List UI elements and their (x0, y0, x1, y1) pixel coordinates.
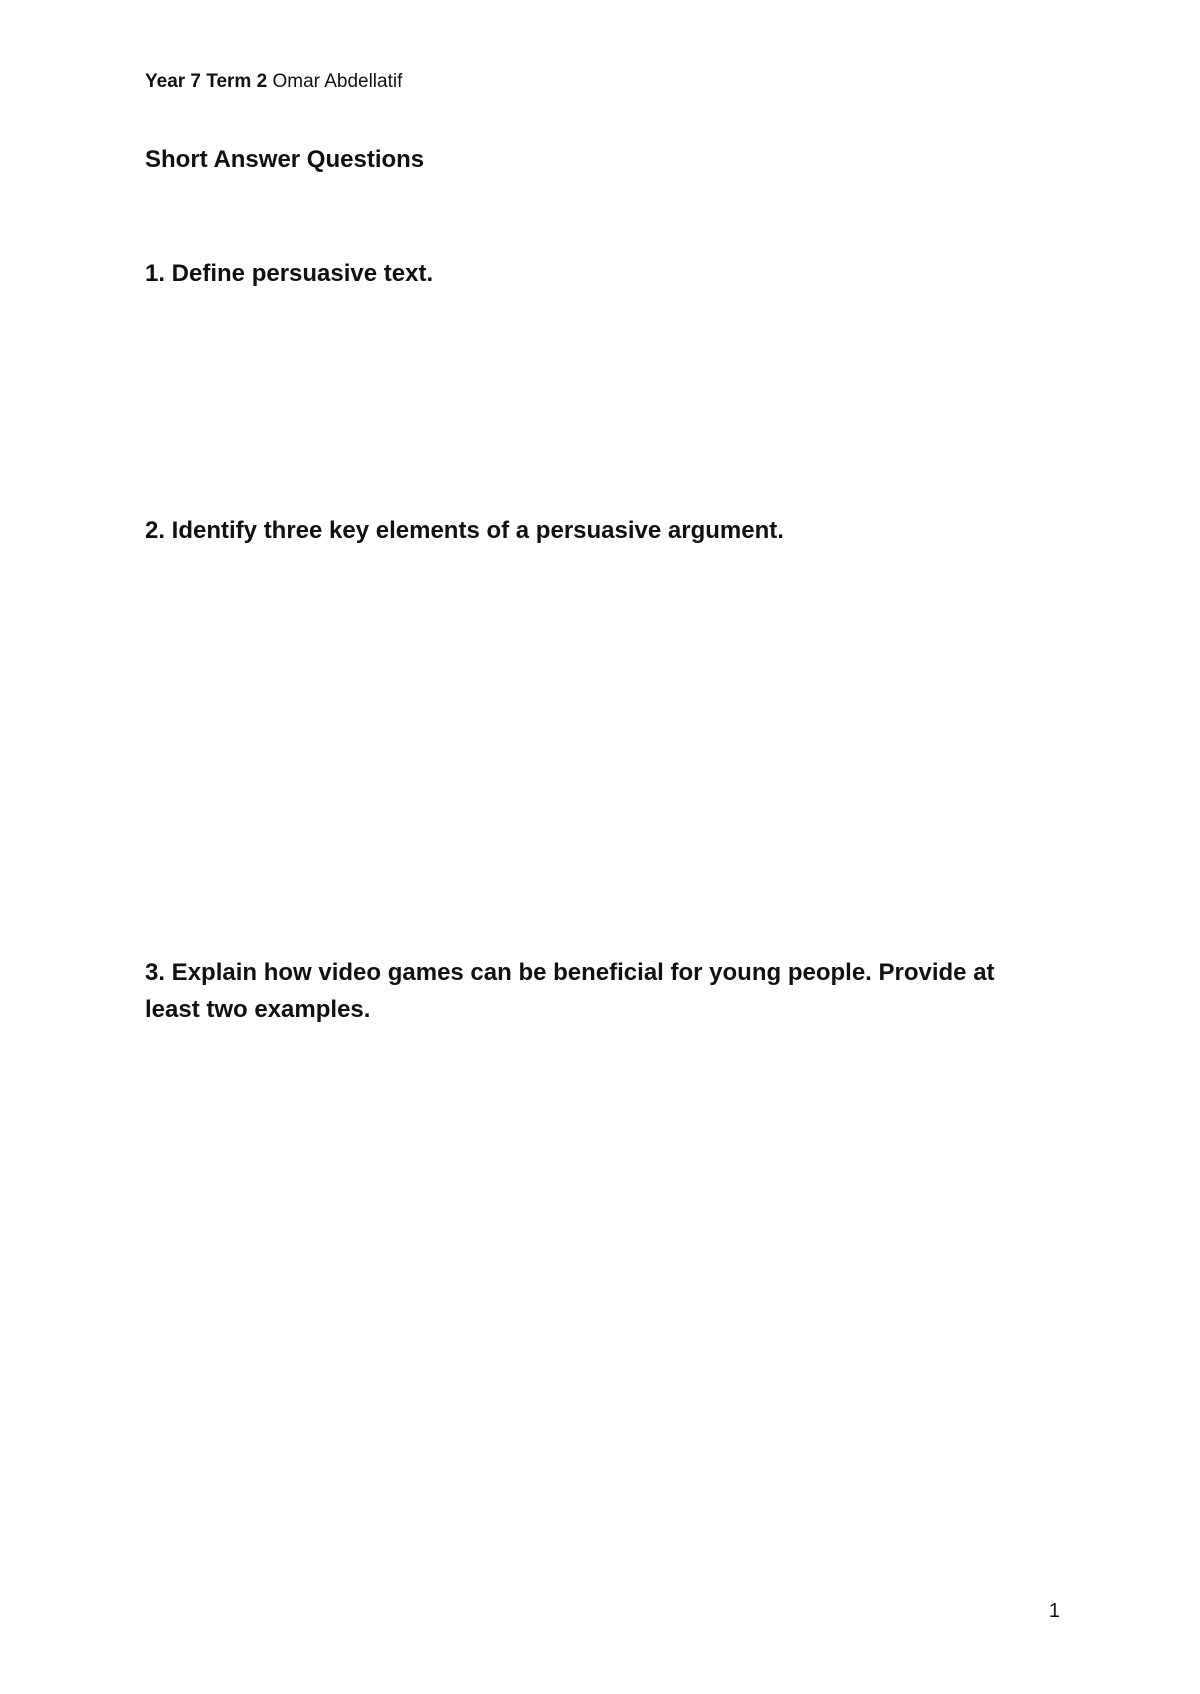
question-1: 1. Define persuasive text. (145, 260, 434, 287)
course-label: Year 7 Term 2 (145, 71, 268, 92)
question-3: 3. Explain how video games can be beneficial for young people. Provide at least two examples. (145, 959, 995, 1023)
page-header (145, 70, 402, 94)
section-title: Short Answer Questions (145, 146, 425, 173)
page-number: 1 (1048, 1600, 1060, 1622)
author-name: Omar Abdellatif (272, 71, 403, 92)
question-2: 2. Identify three key elements of a persuasive argument. (145, 517, 784, 544)
